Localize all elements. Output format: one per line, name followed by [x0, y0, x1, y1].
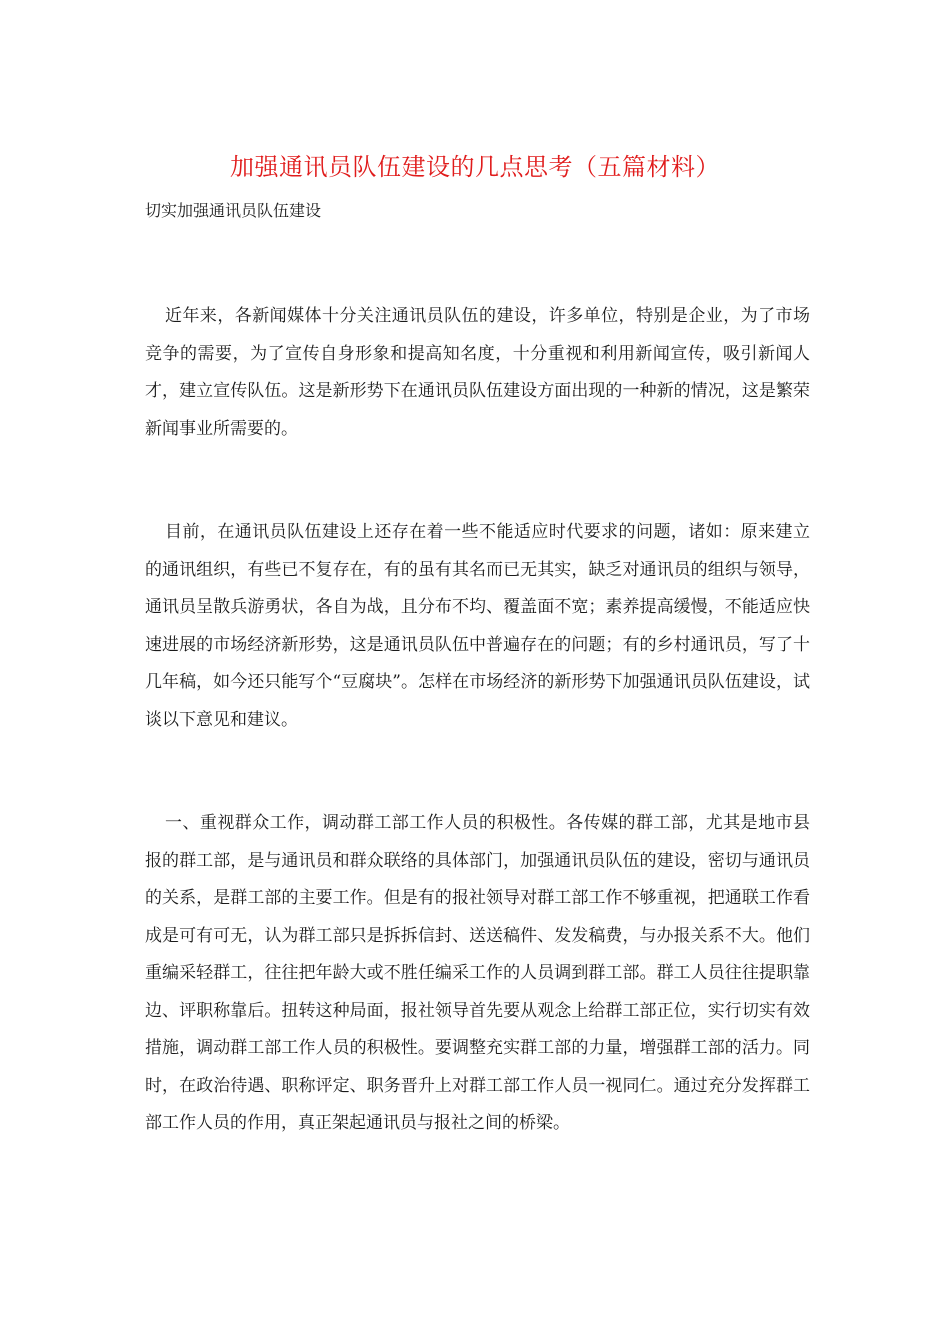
- document-title: 加强通讯员队伍建设的几点思考（五篇材料）: [230, 153, 720, 181]
- paragraph-intro: 近年来，各新闻媒体十分关注通讯员队伍的建设，许多单位，特别是企业，为了市场竞争的需要，为了宣传自身形象和提高知名度，十分重视和利用新闻宣传，吸引新闻人才，建立宣传队伍。这是新形势下在通讯员队伍建设方面出现的一种新的情况，这是繁荣新闻事业所需要的。: [145, 306, 810, 439]
- document-subtitle: 切实加强通讯员队伍建设: [145, 201, 322, 220]
- paragraph-point-one: 一、重视群众工作，调动群工部工作人员的积极性。各传媒的群工部，尤其是地市县报的群工部，是与通讯员和群众联络的具体部门，加强通讯员队伍的建设，密切与通讯员的关系，是群工部的主要工作。但是有的报社领导对群工部工作不够重视，把通联工作看成是可有可无，认为群工部只是拆拆信封、送送稿件、发发稿费，与办报关系不大。他们重编采轻群工，往往把年龄大或不胜任编采工作的人员调到群工部。群工人员往往提职靠边、评职称靠后。扭转这种局面，报社领导首先要从观念上给群工部正位，实行切实有效措施，调动群工部工作人员的积极性。要调整充实群工部的力量，增强群工部的活力。同时，在政治待遇、职称评定、职务晋升上对群工部工作人员一视同仁。通过充分发挥群工部工作人员的作用，真正架起通讯员与报社之间的桥梁。: [145, 813, 810, 1133]
- paragraph-problems: 目前，在通讯员队伍建设上还存在着一些不能适应时代要求的问题，诸如：原来建立的通讯组织，有些已不复存在，有的虽有其名而已无其实，缺乏对通讯员的组织与领导，通讯员呈散兵游勇状，各自为战，且分布不均、覆盖面不宽；素养提高缓慢，不能适应快速进展的市场经济新形势，这是通讯员队伍中普遍存在的问题；有的乡村通讯员，写了十几年稿，如今还只能写个“豆腐块”。怎样在市场经济的新形势下加强通讯员队伍建设，试谈以下意见和建议。: [145, 522, 810, 730]
